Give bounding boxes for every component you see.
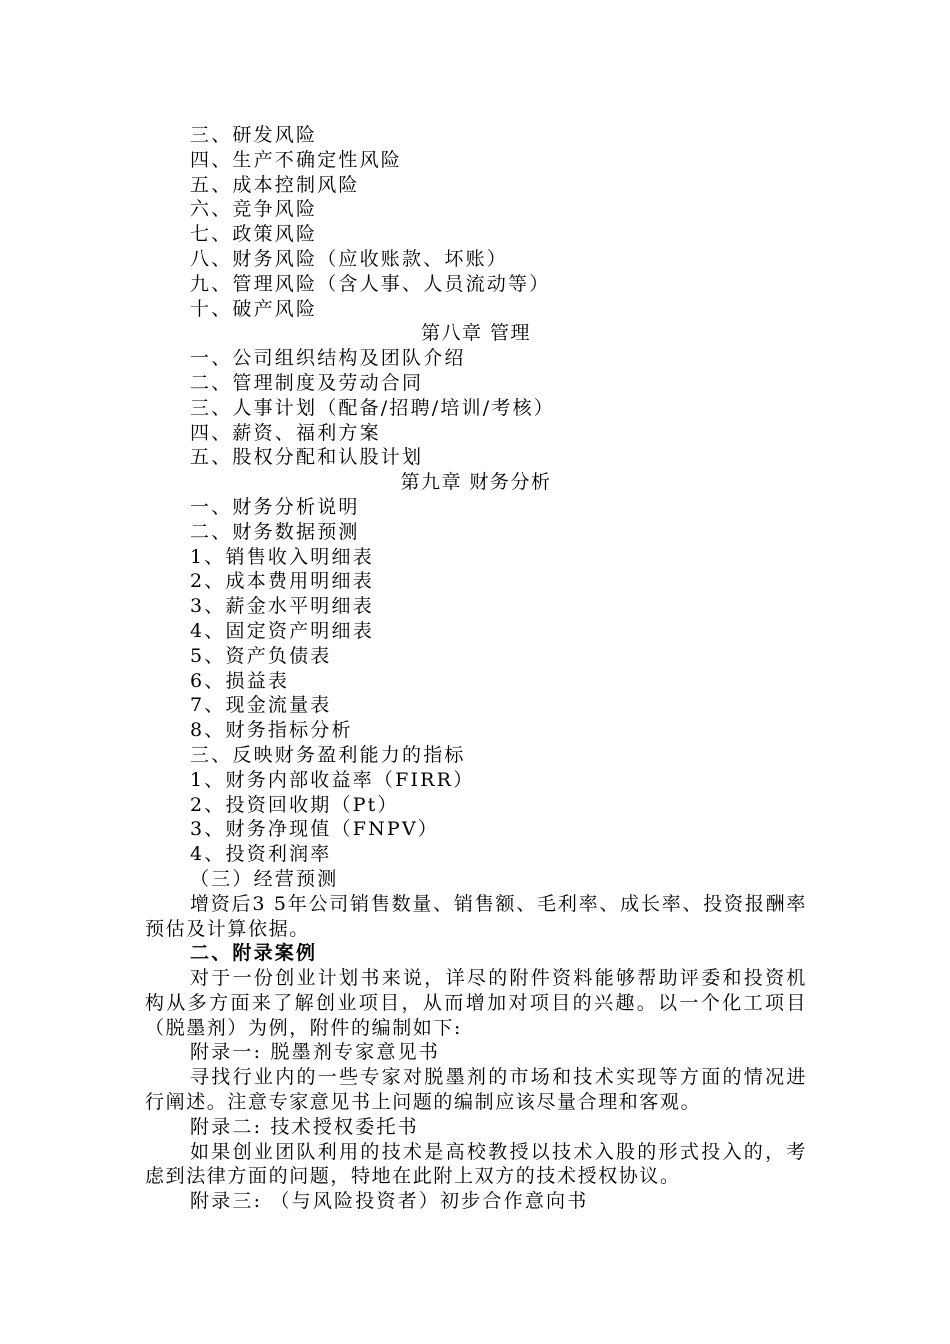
appendix-intro-paragraph: 对于一份创业计划书来说，详尽的附件资料能够帮助评委和投资机构从多方面来了解创业项目，从而增加对项目的兴趣。以一个化工项目（脱墨剂）为例，附件的编制如下: <box>145 967 807 1039</box>
risk-list <box>145 123 807 321</box>
list-item: 1、财务内部收益率（FIRR） <box>190 768 475 791</box>
chapter8-title: 第八章 管理 <box>420 322 532 345</box>
list-item: 九、管理风险（含人事、人员流动等） <box>190 272 551 295</box>
list-item: 3、薪金水平明细表 <box>190 595 374 618</box>
appendix-item-title: 附录三: （与风险投资者）初步合作意向书 <box>190 1190 589 1213</box>
chapter9-list <box>145 495 807 892</box>
list-item: 五、成本控制风险 <box>190 173 360 196</box>
list-item: 6、损益表 <box>190 669 290 692</box>
list-item: 七、政策风险 <box>190 223 318 246</box>
appendix-heading: 二、附录案例 <box>190 942 318 965</box>
list-item: 三、反映财务盈利能力的指标 <box>190 743 466 766</box>
document-page <box>145 123 807 1214</box>
list-item: （三）经营预测 <box>190 867 339 890</box>
appendix-item-body: 如果创业团队利用的技术是高校教授以技术入股的形式投入的，考虑到法律方面的问题，特地在此附上双方的技术授权协议。 <box>145 1140 807 1188</box>
list-item: 一、财务分析说明 <box>190 495 360 518</box>
chapter9-title: 第九章 财务分析 <box>400 471 552 494</box>
list-item: 1、销售收入明细表 <box>190 545 374 568</box>
list-item: 五、股权分配和认股计划 <box>190 446 424 469</box>
appendix-item-body: 寻找行业内的一些专家对脱墨剂的市场和技术实现等方面的情况进行阐述。注意专家意见书上问题的编制应该尽量合理和客观。 <box>145 1066 807 1114</box>
list-item: 2、投资回收期（Pt） <box>190 793 399 816</box>
list-item: 5、资产负债表 <box>190 644 332 667</box>
list-item: 三、人事计划（配备/招聘/培训/考核） <box>190 396 556 419</box>
chapter8-list <box>145 346 807 470</box>
appendix-item-title: 附录二: 技术授权委托书 <box>190 1115 419 1138</box>
list-item: 四、生产不确定性风险 <box>190 148 403 171</box>
list-item: 4、投资利润率 <box>190 843 332 866</box>
list-item: 2、成本费用明细表 <box>190 570 374 593</box>
list-item: 二、财务数据预测 <box>190 520 360 543</box>
list-item: 三、研发风险 <box>190 124 318 146</box>
forecast-paragraph: 增资后3 5年公司销售数量、销售额、毛利率、成长率、投资报酬率预估及计算依据。 <box>145 892 807 940</box>
list-item: 8、财务指标分析 <box>190 719 353 742</box>
list-item: 二、管理制度及劳动合同 <box>190 371 424 394</box>
list-item: 八、财务风险（应收账款、坏账） <box>190 247 509 270</box>
list-item: 4、固定资产明细表 <box>190 619 374 642</box>
list-item: 一、公司组织结构及团队介绍 <box>190 347 466 370</box>
list-item: 3、财务净现值（FNPV） <box>190 818 440 841</box>
appendix-item-title: 附录一: 脱墨剂专家意见书 <box>190 1041 441 1064</box>
list-item: 十、破产风险 <box>190 297 318 320</box>
list-item: 7、现金流量表 <box>190 694 332 717</box>
list-item: 六、竞争风险 <box>190 198 318 221</box>
list-item: 四、薪资、福利方案 <box>190 421 381 444</box>
